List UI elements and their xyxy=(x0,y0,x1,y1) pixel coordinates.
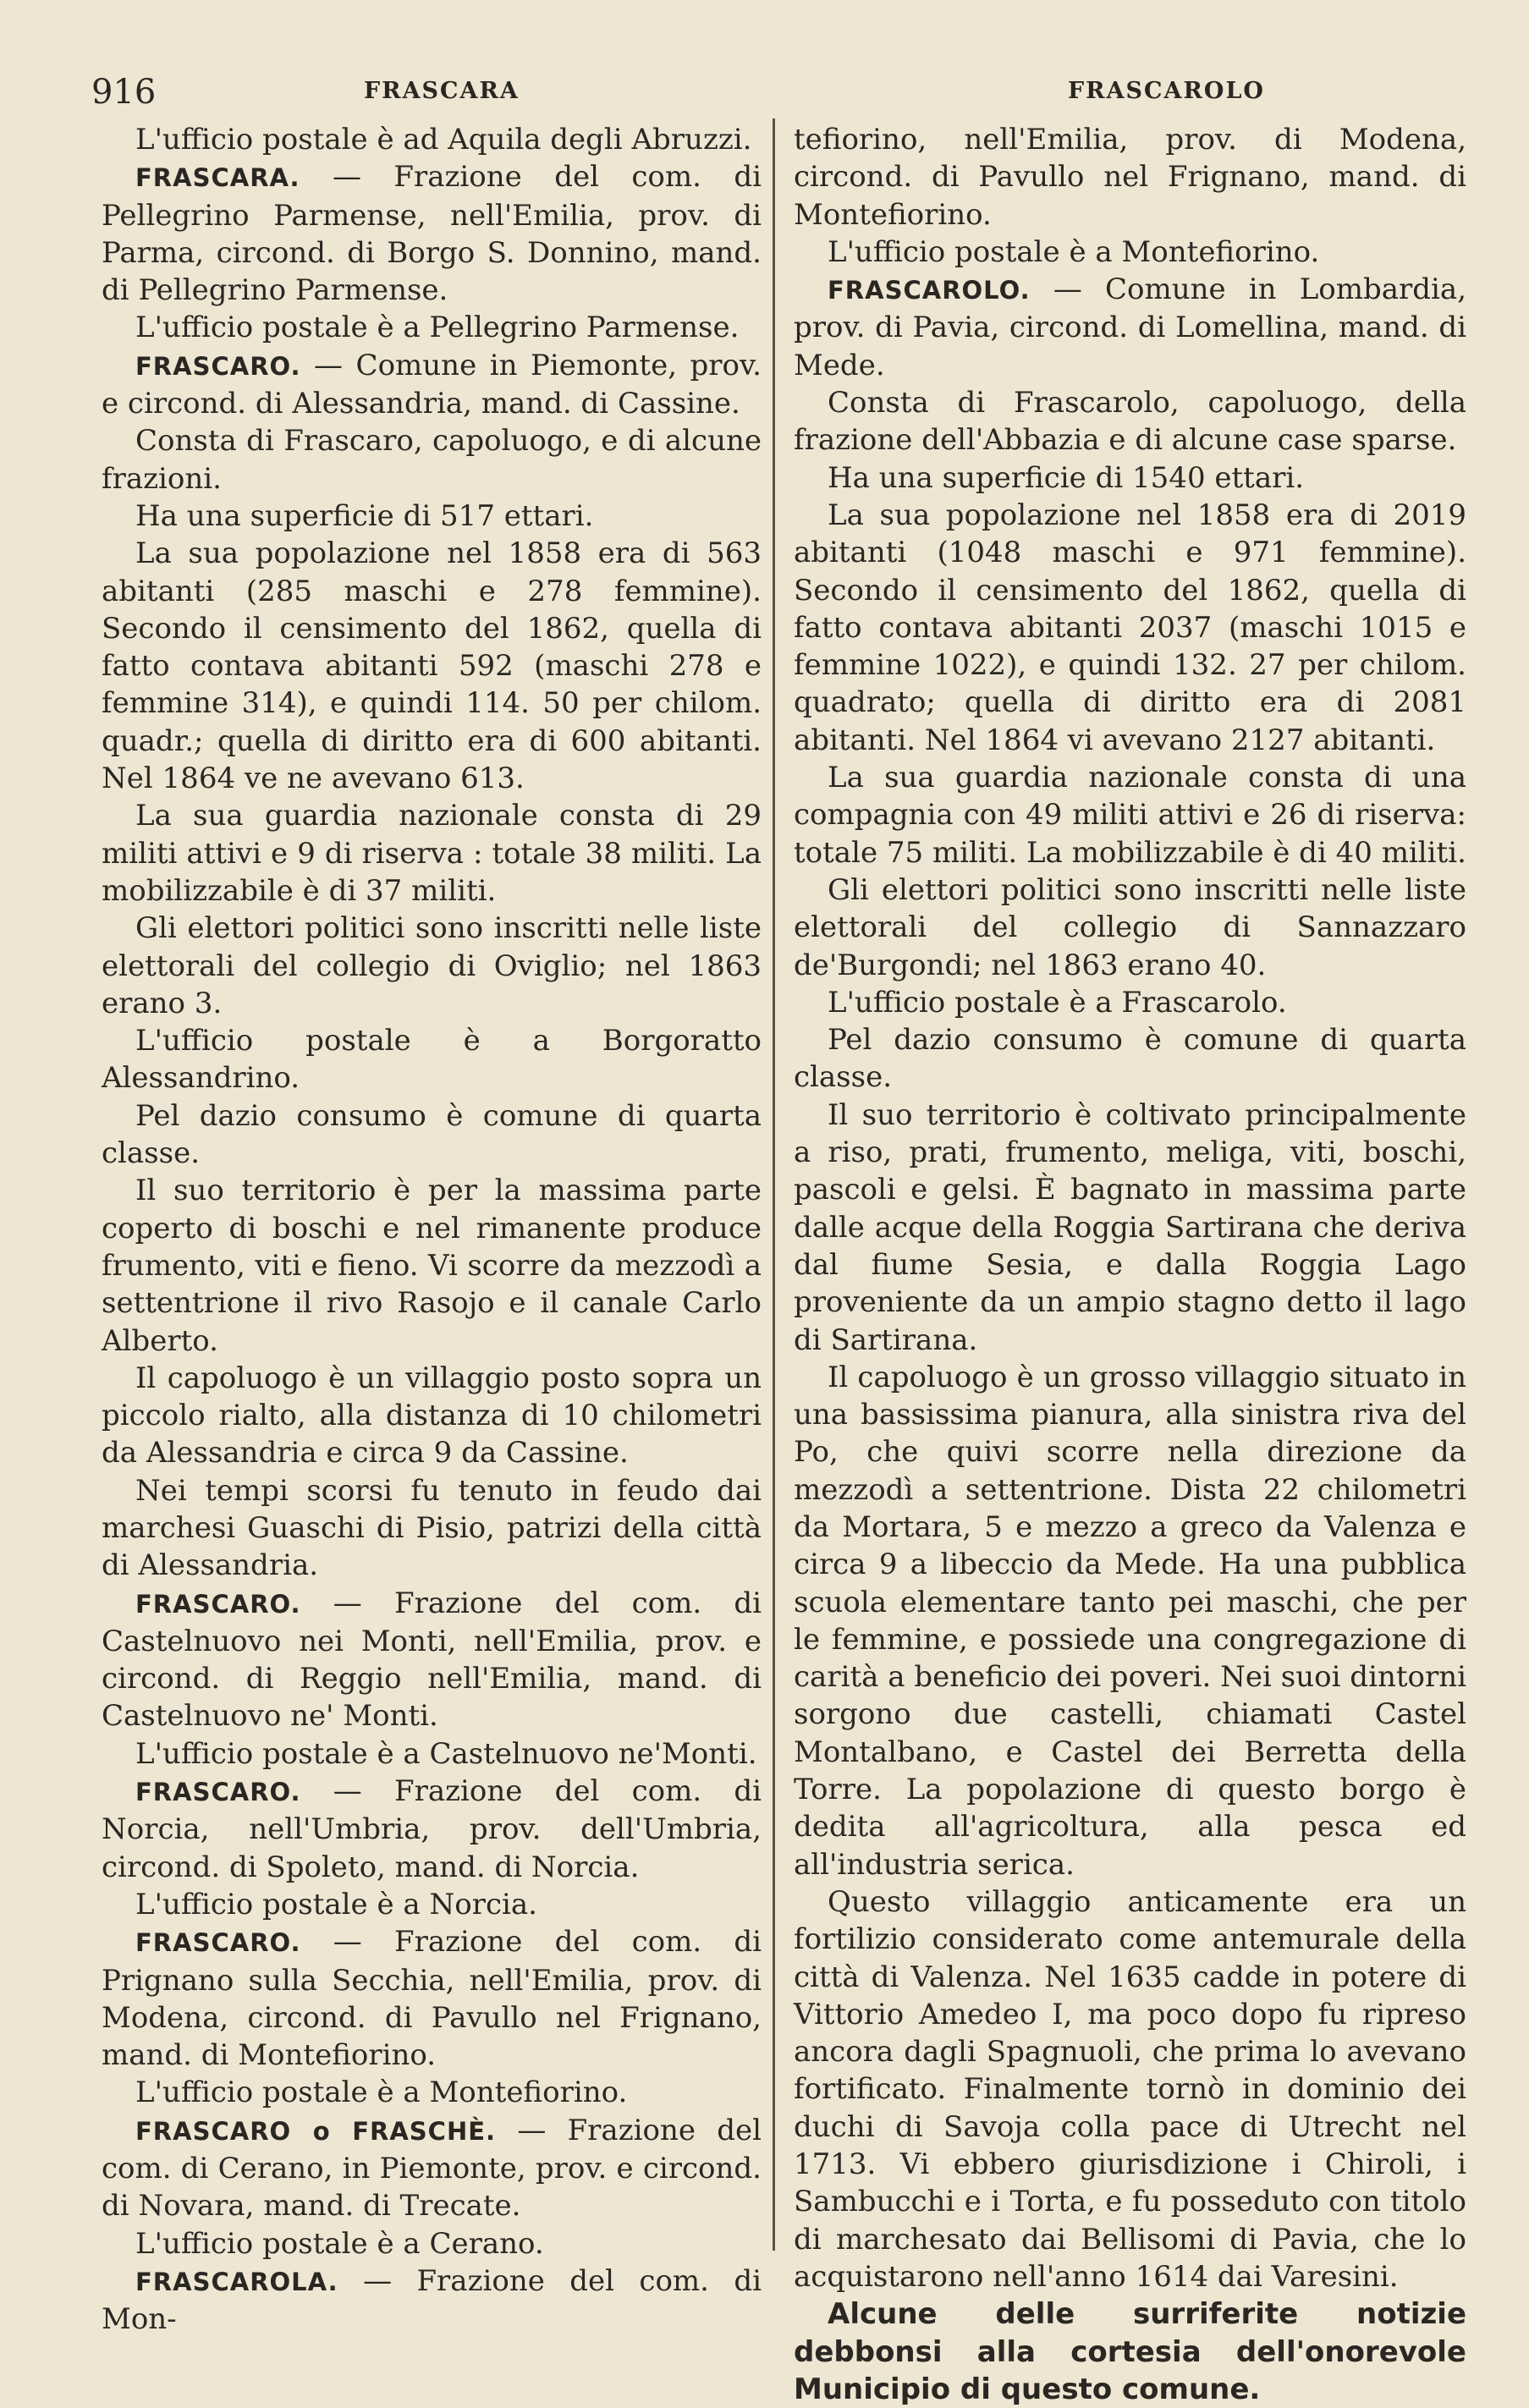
paragraph xyxy=(102,1886,762,1923)
column-divider xyxy=(773,118,775,2251)
paragraph xyxy=(102,1097,762,1173)
entry-text: Pel dazio consumo è comune di quarta classe. xyxy=(102,1098,762,1171)
paragraph xyxy=(102,535,762,797)
entry-headword: FRASCARO. xyxy=(135,351,301,381)
paragraph xyxy=(102,1472,762,1585)
paragraph xyxy=(102,2074,762,2111)
dictionary-entry xyxy=(102,347,762,423)
entry-text: L'ufficio postale è a Pellegrino Parmense. xyxy=(135,311,740,345)
entry-headword: FRASCARO o FRASCHÈ. xyxy=(135,2116,497,2146)
entry-text: — Frazione del com. di Mon- xyxy=(102,2263,762,2337)
entry-text: L'ufficio postale è a Cerano. xyxy=(135,2226,544,2261)
entry-text: Gli elettori politici sono inscritti nelle liste elettorali del collegio di Oviglio; nel 1863 erano 3. xyxy=(102,911,762,1020)
paragraph xyxy=(794,384,1466,459)
entry-text: L'ufficio postale è a Montefiorino. xyxy=(135,2075,628,2110)
entry-text: Consta di Frascarolo, capoluogo, della frazione dell'Abbazia e di alcune case sparse. xyxy=(794,386,1466,458)
paragraph xyxy=(794,121,1466,234)
dictionary-entry xyxy=(102,158,762,309)
entry-text: L'ufficio postale è ad Aquila degli Abruzzi. xyxy=(135,123,752,157)
paragraph xyxy=(794,1097,1466,1359)
entry-text: Ha una superficie di 1540 ettari. xyxy=(828,460,1305,495)
entry-text: tefiorino, nell'Emilia, prov. di Modena, circond. di Pavullo nel Frignano, mand. di Montefiorino. xyxy=(794,123,1466,232)
entry-text: — Frazione del com. di Prignano sulla Secchia, nell'Emilia, prov. di Modena, circond. di Pavullo nel Frignano, mand. di Montefiorino. xyxy=(102,1925,762,2073)
entry-text: Il capoluogo è un grosso villaggio situato in una bassissima pianura, alla sinistra riva del Po, che quivi scorre nella direzione da mezzodì a settentrione. Dista 22 chilometri da Mortara, 5 e mezzo a greco da Valenza e circa 9 a libeccio da Mede. Ha una pubblica scuola elementare tanto pei maschi, che per le femmine, e possiede una congregazione di carità a beneficio dei poveri. Nei suoi dintorni sorgono due castelli, chiamati Castel Montalbano, e Castel dei Berretta della Torre. La popolazione di questo borgo è dedita all'agricoltura, alla pesca ed all'industria serica. xyxy=(794,1360,1466,1882)
entry-text: L'ufficio postale è a Borgoratto Alessandrino. xyxy=(102,1024,762,1096)
entry-text: — Comune in Lombardia, prov. di Pavia, circond. di Lomellina, mand. di Mede. xyxy=(794,272,1466,382)
running-header-right: FRASCAROLO xyxy=(1068,78,1265,104)
paragraph xyxy=(794,1021,1466,1097)
paragraph xyxy=(794,459,1466,497)
entry-text: Il suo territorio è coltivato principalmente a riso, prati, frumento, meliga, viti, boschi, pascoli e gelsi. È bagnato in massima parte dalle acque della Roggia Sartirana che deriva dal fiume Sesia, e dalla Roggia Lago proveniente da un ampio stagno detto il lago di Sartirana. xyxy=(794,1097,1466,1357)
paragraph xyxy=(794,1359,1466,1883)
entry-text: — Frazione del com. di Castelnuovo nei Monti, nell'Emilia, prov. e circond. di Reggio nell'Emilia, mand. di Castelnuovo ne' Monti. xyxy=(102,1586,762,1734)
entry-headword: FRASCAROLO. xyxy=(828,276,1031,305)
paragraph xyxy=(794,234,1466,271)
paragraph xyxy=(102,1360,762,1472)
dictionary-entry xyxy=(102,2112,762,2225)
entry-text: — Frazione del com. di Pellegrino Parmense, nell'Emilia, prov. di Parma, circond. di Borgo S. Donnino, mand. di Pellegrino Parmense. xyxy=(102,160,762,308)
paragraph xyxy=(102,1735,762,1773)
entry-text: Gli elettori politici sono inscritti nelle liste elettorali del collegio di Sannazzaro de'Burgondi; nel 1863 erano 40. xyxy=(794,872,1466,982)
paragraph xyxy=(102,1172,762,1359)
entry-headword: FRASCARO. xyxy=(135,1589,301,1619)
entry-text: L'ufficio postale è a Castelnuovo ne'Monti. xyxy=(135,1736,757,1771)
paragraph xyxy=(102,910,762,1022)
dictionary-entry xyxy=(102,1923,762,2074)
paragraph xyxy=(794,497,1466,759)
paragraph xyxy=(102,797,762,910)
dictionary-entry xyxy=(102,1585,762,1735)
paragraph xyxy=(102,2225,762,2262)
footnote: Alcune delle surriferite notizie debbonsi alla cortesia dell'onorevole Municipio di questo comune. xyxy=(794,2297,1466,2406)
paragraph xyxy=(794,1883,1466,2295)
paragraph xyxy=(102,309,762,346)
entry-text: L'ufficio postale è a Frascarolo. xyxy=(828,985,1287,1020)
paragraph xyxy=(102,1022,762,1097)
left-column xyxy=(102,121,762,2339)
entry-text: La sua popolazione nel 1858 era di 563 abitanti (285 maschi e 278 femmine). Secondo il censimento del 1862, quella di fatto contava abitanti 592 (maschi 278 e femmine 314), e quindi 114. 50 per chilom. quadr.; quella di diritto era di 600 abitanti. Nel 1864 ve ne avevano 613. xyxy=(102,536,762,796)
entry-text: Il suo territorio è per la massima parte coperto di boschi e nel rimanente produce frumento, viti e fieno. Vi scorre da mezzodì a settentrione il rivo Rasojo e il canale Carlo Alberto. xyxy=(102,1174,762,1358)
entry-text: L'ufficio postale è a Montefiorino. xyxy=(828,234,1320,269)
paragraph xyxy=(794,871,1466,984)
paragraph xyxy=(794,984,1466,1021)
entry-text: Il capoluogo è un villaggio posto sopra un piccolo rialto, alla distanza di 10 chilometri da Alessandria e circa 9 da Cassine. xyxy=(102,1361,762,1471)
entry-text: Consta di Frascaro, capoluogo, e di alcune frazioni. xyxy=(102,424,762,496)
entry-text: Ha una superficie di 517 ettari. xyxy=(135,498,594,533)
page-number: 916 xyxy=(91,73,157,112)
entry-text: Nei tempi scorsi fu tenuto in feudo dai marchesi Guaschi di Pisio, patrizi della città di Alessandria. xyxy=(102,1473,762,1583)
entry-headword: FRASCARA. xyxy=(135,163,300,193)
entry-text: — Frazione del com. di Norcia, nell'Umbria, prov. dell'Umbria, circond. di Spoleto, mand. di Norcia. xyxy=(102,1774,762,1884)
paragraph xyxy=(102,121,762,158)
dictionary-entry xyxy=(102,1773,762,1886)
entry-headword: FRASCARO. xyxy=(135,1928,301,1958)
right-column xyxy=(794,121,1466,2408)
dictionary-entry xyxy=(794,271,1466,384)
entry-text: La sua popolazione nel 1858 era di 2019 abitanti (1048 maschi e 971 femmine). Secondo il censimento del 1862, quella di fatto contava abitanti 2037 (maschi 1015 e femmine 1022), e quindi 132. 27 per chilom. quadrato; quella di diritto era di 2081 abitanti. Nel 1864 vi avevano 2127 abitanti. xyxy=(794,498,1466,757)
dictionary-entry xyxy=(102,2262,762,2339)
entry-text: La sua guardia nazionale consta di 29 militi attivi e 9 di riserva : totale 38 militi. La mobilizzabile è di 37 militi. xyxy=(102,799,762,908)
paragraph xyxy=(102,422,762,498)
entry-text: — Comune in Piemonte, prov. e circond. di Alessandria, mand. di Cassine. xyxy=(102,348,762,421)
running-header-left: FRASCARA xyxy=(364,78,520,104)
paragraph xyxy=(102,498,762,535)
entry-text: La sua guardia nazionale consta di una compagnia con 49 militi attivi e 26 di riserva: totale 75 militi. La mobilizzabile è di 40 militi. xyxy=(794,761,1466,870)
entry-text: — Frazione del com. di Cerano, in Piemonte, prov. e circond. di Novara, mand. di Trecate. xyxy=(102,2113,762,2224)
entry-headword: FRASCAROLA. xyxy=(135,2267,338,2296)
entry-text: Pel dazio consumo è comune di quarta classe. xyxy=(794,1023,1466,1095)
entry-text: Questo villaggio anticamente era un fortilizio considerato come antemurale della città di Valenza. Nel 1635 cadde in potere di Vittorio Amedeo I, ma poco dopo fu ripreso ancora dagli Spagnuoli, che prima lo avevano fortificato. Finalmente tornò in dominio dei duchi di Savoja colla pace di Utrecht nel 1713. Vi ebbero giurisdizione i Chiroli, i Sambucchi e i Torta, e fu posseduto con titolo di marchesato dai Bellisomi di Pavia, che lo acquistarono nell'anno 1614 dai Varesini. xyxy=(794,1884,1466,2294)
paragraph xyxy=(794,759,1466,871)
entry-text: L'ufficio postale è a Norcia. xyxy=(135,1887,537,1921)
entry-headword: FRASCARO. xyxy=(135,1778,301,1807)
